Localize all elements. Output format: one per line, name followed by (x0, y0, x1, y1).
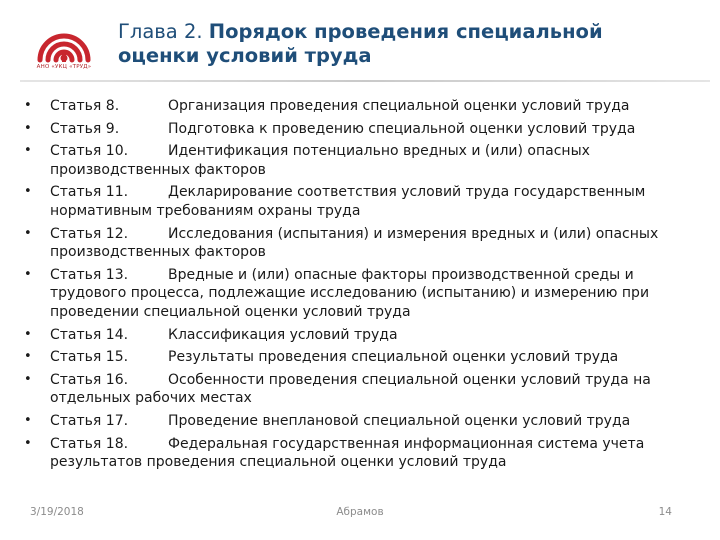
page-number: 14 (658, 506, 672, 518)
bullet-icon: • (24, 184, 32, 200)
signal-arcs-icon (28, 14, 100, 64)
footer-date: 3/19/2018 (30, 506, 84, 518)
articles-list (22, 97, 692, 476)
article-title: Особенности проведения специальной оценки условий труда на отдельных рабочих местах (50, 371, 651, 407)
list-item (22, 326, 692, 345)
list-item (22, 142, 692, 179)
article-title: Организация проведения специальной оценки условий труда (168, 98, 630, 114)
article-number: Статья 13. (50, 266, 129, 283)
title-divider (20, 80, 710, 82)
article-title: Классификация условий труда (168, 326, 398, 343)
list-item (22, 97, 692, 116)
slide-title (118, 20, 678, 68)
chapter-number: Глава 2. (118, 20, 203, 43)
article-number: Статья 18. (50, 435, 129, 452)
organization-logo (28, 14, 100, 72)
bullet-icon: • (24, 143, 32, 159)
bullet-icon: • (24, 120, 32, 136)
article-title: Идентификация потенциально вредных и (или) опасных производственных факторов (50, 143, 590, 178)
bullet-icon: • (24, 225, 32, 241)
article-title: Подготовка к проведению специальной оценки условий труда (168, 120, 636, 137)
bullet-icon: • (24, 371, 32, 387)
article-title: Исследования (испытания) и измерения вредных и (или) опасных производственных факторов (50, 225, 659, 261)
bullet-icon: • (24, 435, 32, 451)
list-item (22, 371, 692, 408)
article-number: Статья 9. (50, 120, 120, 137)
title-text-line2: оценки условий труда (118, 44, 372, 67)
article-number: Статья 11. (50, 184, 129, 201)
bullet-icon: • (24, 349, 32, 365)
article-title: Результаты проведения специальной оценки условий труда (168, 349, 619, 366)
title-text-line1: Порядок проведения специальной (208, 20, 603, 43)
bullet-icon: • (24, 266, 32, 282)
article-number: Статья 17. (50, 412, 129, 429)
bullet-icon: • (24, 326, 32, 342)
article-title: Проведение внеплановой специальной оценки условий труда (168, 412, 631, 429)
article-title: Федеральная государственная информационная система учета результатов проведения специальной оценки условий труда (50, 435, 645, 471)
footer-author: Абрамов (336, 506, 384, 518)
list-item (22, 266, 692, 322)
article-number: Статья 8. (50, 98, 120, 114)
bullet-icon: • (24, 98, 32, 113)
list-item (22, 412, 692, 431)
list-item (22, 120, 692, 139)
list-item (22, 435, 692, 472)
article-number: Статья 12. (50, 225, 129, 242)
list-item (22, 225, 692, 262)
logo-caption: АНО «УКЦ «ТРУД» (36, 64, 92, 70)
article-title: Вредные и (или) опасные факторы производственной среды и трудового процесса, подлежащие исследованию (испытанию) и измерению при проведении специальной оценки условий труда (50, 266, 650, 320)
list-item (22, 348, 692, 367)
article-number: Статья 16. (50, 371, 129, 388)
article-number: Статья 14. (50, 326, 129, 343)
list-item (22, 183, 692, 220)
bullet-icon: • (24, 412, 32, 428)
article-title: Декларирование соответствия условий труда государственным нормативным требованиям охраны труда (50, 184, 646, 219)
article-number: Статья 15. (50, 349, 129, 366)
article-number: Статья 10. (50, 143, 129, 160)
